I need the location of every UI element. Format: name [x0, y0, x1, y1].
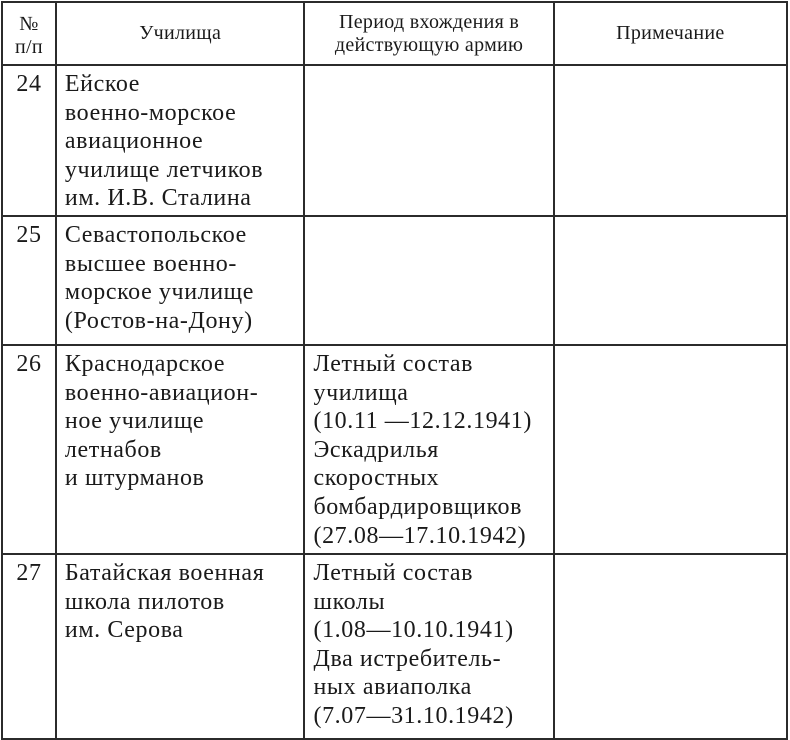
period-line: ных авиаполка [313, 674, 472, 701]
header-num-line: п/п [15, 35, 43, 58]
table-row [2, 345, 787, 554]
school-line: Ейское [64, 71, 141, 97]
header-period [304, 2, 553, 65]
school-line: Батайская военная [64, 559, 265, 586]
school-line: авиационное [64, 128, 204, 155]
row-period [304, 65, 553, 216]
period-line: (27.08—17.10.1942) [313, 522, 527, 549]
school-line: училище летчиков [64, 156, 264, 183]
period-line: Летный состав [313, 350, 474, 377]
period-line: (10.11 —12.12.1941) [313, 408, 532, 435]
header-num-line: № [19, 12, 39, 35]
header-row [2, 2, 787, 65]
schools-table [1, 1, 788, 740]
school-line: летнабов [64, 436, 162, 463]
row-school [56, 65, 305, 216]
header-num [2, 2, 56, 65]
school-line: Севастопольское [64, 221, 247, 248]
period-line: (7.07—31.10.1942) [313, 702, 514, 729]
school-line: Краснодарское [64, 350, 226, 377]
table-row [2, 216, 787, 345]
header-period-line: действующую армию [334, 33, 524, 56]
school-line: и штурманов [64, 465, 205, 492]
header-period-line: Период вхождения в [339, 10, 520, 33]
row-num: 27 [2, 554, 56, 739]
school-line: морское училище [64, 279, 254, 306]
header-note: Примечание [554, 2, 787, 65]
table-row [2, 65, 787, 216]
row-note [554, 554, 787, 739]
row-note [554, 216, 787, 345]
period-line: (1.08—10.10.1941) [313, 617, 514, 644]
row-note [554, 345, 787, 554]
period-line: бомбардировщиков [313, 493, 523, 520]
row-num: 25 [2, 216, 56, 345]
row-period [304, 345, 553, 554]
table-row [2, 554, 787, 739]
school-line: военно-авиацион- [64, 379, 259, 406]
period-line: училища [313, 379, 409, 406]
row-period [304, 554, 553, 739]
school-line: им. И.В. Сталина [64, 185, 252, 212]
row-school [56, 216, 305, 345]
row-school [56, 345, 305, 554]
period-line: школы [313, 588, 386, 615]
school-line: школа пилотов [64, 588, 225, 615]
header-school: Училища [56, 2, 305, 65]
row-school [56, 554, 305, 739]
school-line: им. Серова [64, 617, 184, 644]
school-line: высшее военно- [64, 250, 237, 277]
row-note [554, 65, 787, 216]
period-line: Летный состав [313, 559, 474, 586]
period-line: Два истребитель- [313, 645, 502, 672]
period-line: Эскадрилья [313, 436, 439, 463]
school-line: военно-морское [64, 99, 237, 126]
school-line: (Ростов-на-Дону) [64, 307, 253, 334]
row-num: 24 [2, 65, 56, 216]
period-line: скоростных [313, 465, 440, 492]
school-line: ное училище [64, 408, 205, 435]
row-period [304, 216, 553, 345]
row-num: 26 [2, 345, 56, 554]
